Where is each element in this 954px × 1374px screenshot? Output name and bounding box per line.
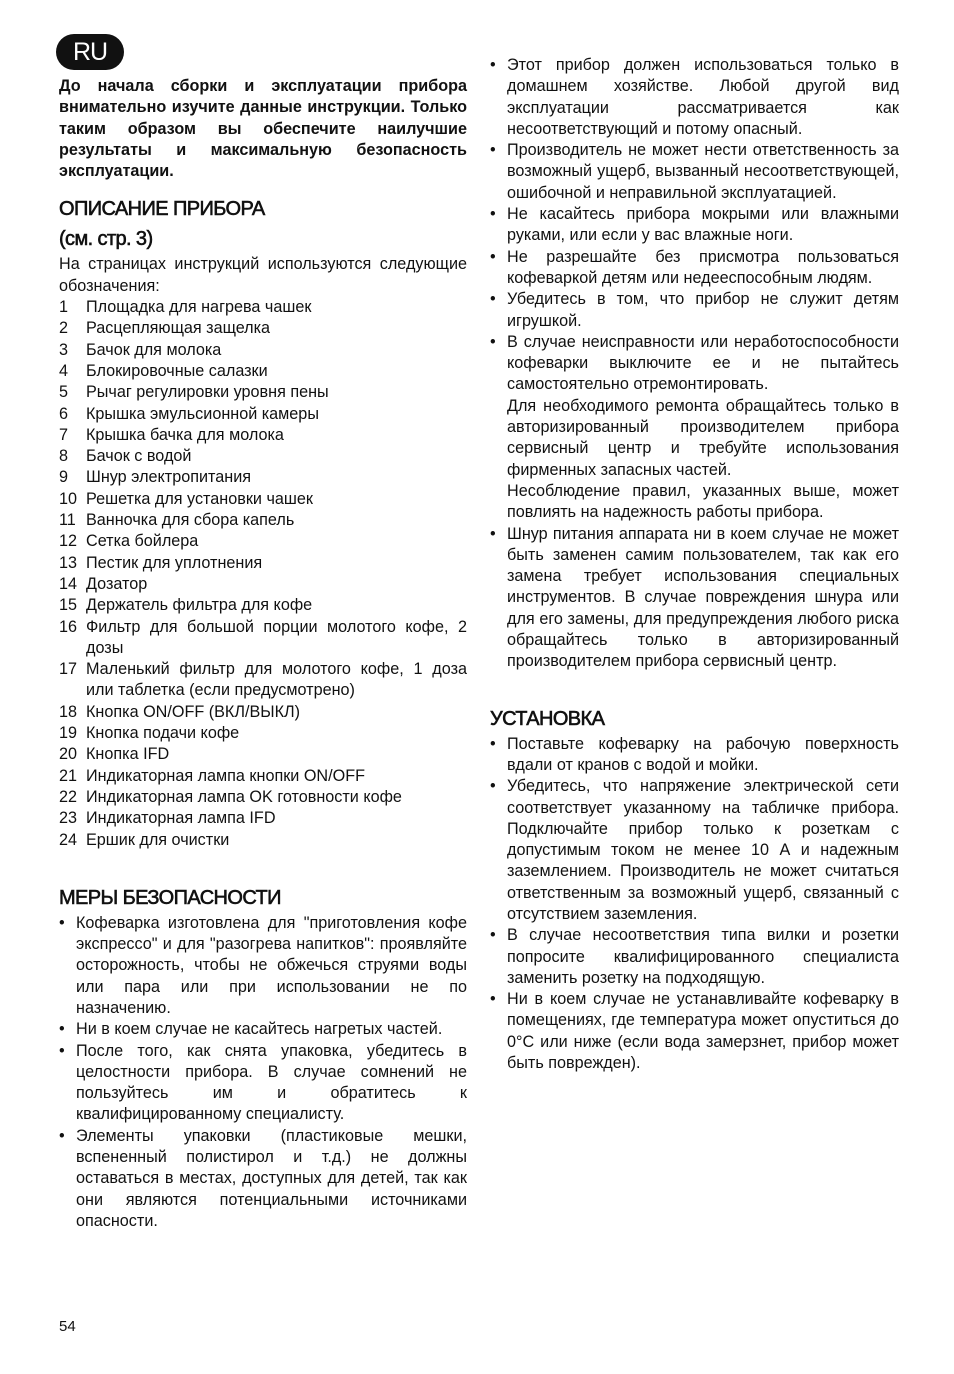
description-lead: На страницах инструкций используются следующие обозначения: [59,255,467,295]
list-item: 9 Шнур электропитания [59,468,252,487]
malfunction-text: • В случае неисправности или неработоспособности кофеварки выключите ее и не пытайтесь самостоятельно отремонтировать. [507,332,899,394]
parts-list [59,297,467,851]
list-item: • Поставьте кофеварку на рабочую поверхность вдали от кранов с водой и мойки. [490,734,899,777]
noncompliance-note: Несоблюдение правил, указанных выше, может повлиять на надежность работы прибора. [507,481,899,522]
repair-note: Для необходимого ремонта обращайтесь только в авторизированный производителем прибора сервисный центр и требуйте использования фирменных запасных частей. [507,396,899,479]
list-item: 11 Ванночка для сбора капель [59,511,295,530]
list-item: • Ни в коем случае не устанавливайте кофеварку в помещениях, где температура может опуститься до 0°С или ниже (если вода замерзнет, прибор может быть поврежден). [490,989,899,1074]
list-item: • Не касайтесь прибора мокрыми или влажными руками, или если у вас влажные ноги. [490,204,899,247]
list-item: 23 Индикаторная лампа IFD [59,809,276,828]
list-item: 19 Кнопка подачи кофе [59,724,240,743]
list-item: 22 Индикаторная лампа OK готовности кофе [59,787,402,806]
list-item: • Убедитесь в том, что прибор не служит детям игрушкой. [490,289,899,332]
safety-list-right [490,55,899,673]
list-item: • Не разрешайте без присмотра пользоваться кофеваркой детям или недееспособным людям. [490,247,899,290]
list-item: 20 Кнопка IFD [59,745,170,764]
list-item: 15 Держатель фильтра для кофе [59,596,313,615]
list-item: 18 Кнопка ON/OFF (ВКЛ/ВЫКЛ) [59,702,301,721]
list-item: 14 Дозатор [59,574,148,593]
description-heading: ОПИСАНИЕ ПРИБОРА [59,198,265,221]
list-item: • Элементы упаковки (пластиковые мешки, вспененный полистирол и т.д.) не должны оставаться в местах, доступных для детей, так как они являются потенциальными источниками опасности. [59,1126,467,1232]
installation-heading: УСТАНОВКА [490,707,605,730]
safety-heading: МЕРЫ БЕЗОПАСНОСТИ [59,886,281,909]
list-item: • В случае несоответствия типа вилки и розетки попросите квалифицированного специалиста заменить розетку на подходящую. [490,925,899,989]
list-item: • Шнур питания аппарата ни в коем случае не может быть заменен самим пользователем, так как его замена требует использования специальных инструментов. В случае повреждения шнура или для его замены, для предупреждения любого риска обращайтесь только в авторизированный производителем прибора сервисный центр. [490,524,899,673]
safety-list-left [59,913,467,1232]
list-item: 4 Блокировочные салазки [59,361,268,380]
list-item: 17 Маленький фильтр для молотого кофе, 1 доза или таблетка (если предусмотрено) [59,660,467,700]
list-item: 10 Решетка для установки чашек [59,489,313,508]
list-item: • Кофеварка изготовлена для "приготовления кофе экспрессо" и для "разогрева напитков": проявляйте осторожность, чтобы не обжечься струями воды или пара или при использовании не по назначению. [59,913,467,1019]
list-item: 8 Бачок с водой [59,447,192,466]
description-subheading: (см. стр. 3) [59,228,153,251]
list-item: 12 Сетка бойлера [59,532,199,551]
list-item: 13 Пестик для уплотнения [59,553,263,572]
list-item: 7 Крышка бачка для молока [59,425,284,444]
list-item: 24 Ершик для очистки [59,830,230,849]
page-number: 54 [59,1318,76,1335]
list-item: • Этот прибор должен использоваться только в домашнем хозяйстве. Любой другой вид эксплуатации рассматривается как несоответствующий и потому опасный. [490,55,899,140]
list-item: 2 Расцепляющая защелка [59,319,271,338]
list-item: • Производитель не может нести ответственность за возможный ущерб, вызванный несоответствующей, ошибочной и неправильной эксплуатацией. [490,140,899,204]
language-badge: RU [56,34,124,70]
list-item: • Убедитесь, что напряжение электрической сети соответствует указанному на табличке прибора. Подключайте прибор только к розеткам с допустимым током не менее 10 А и надежным заземлением. Производитель не может считаться ответственным за возможный ущерб, связанный с отсутствием заземления. [490,776,899,925]
list-item: 1 Площадка для нагрева чашек [59,298,312,317]
list-item: 16 Фильтр для большой порции молотого кофе, 2 дозы [59,617,467,657]
list-item: • Ни в коем случае не касайтесь нагретых частей. [59,1019,467,1040]
list-item: 21 Индикаторная лампа кнопки ON/OFF [59,766,365,785]
list-item [490,332,899,524]
list-item: 3 Бачок для молока [59,340,222,359]
list-item: • После того, как снята упаковка, убедитесь в целостности прибора. В случае сомнений не пользуйтесь им и обратитесь к квалифицированному специалисту. [59,1041,467,1126]
installation-list [490,734,899,1075]
list-item: 6 Крышка эмульсионной камеры [59,404,319,423]
left-column [59,76,467,1232]
right-column [490,55,899,1074]
list-item: 5 Рычаг регулировки уровня пены [59,383,329,402]
intro-warning: До начала сборки и эксплуатации прибора внимательно изучите данные инструкции. Только таким образом вы обеспечите наилучшие результаты и максимальную безопасность эксплуатации. [59,77,467,181]
